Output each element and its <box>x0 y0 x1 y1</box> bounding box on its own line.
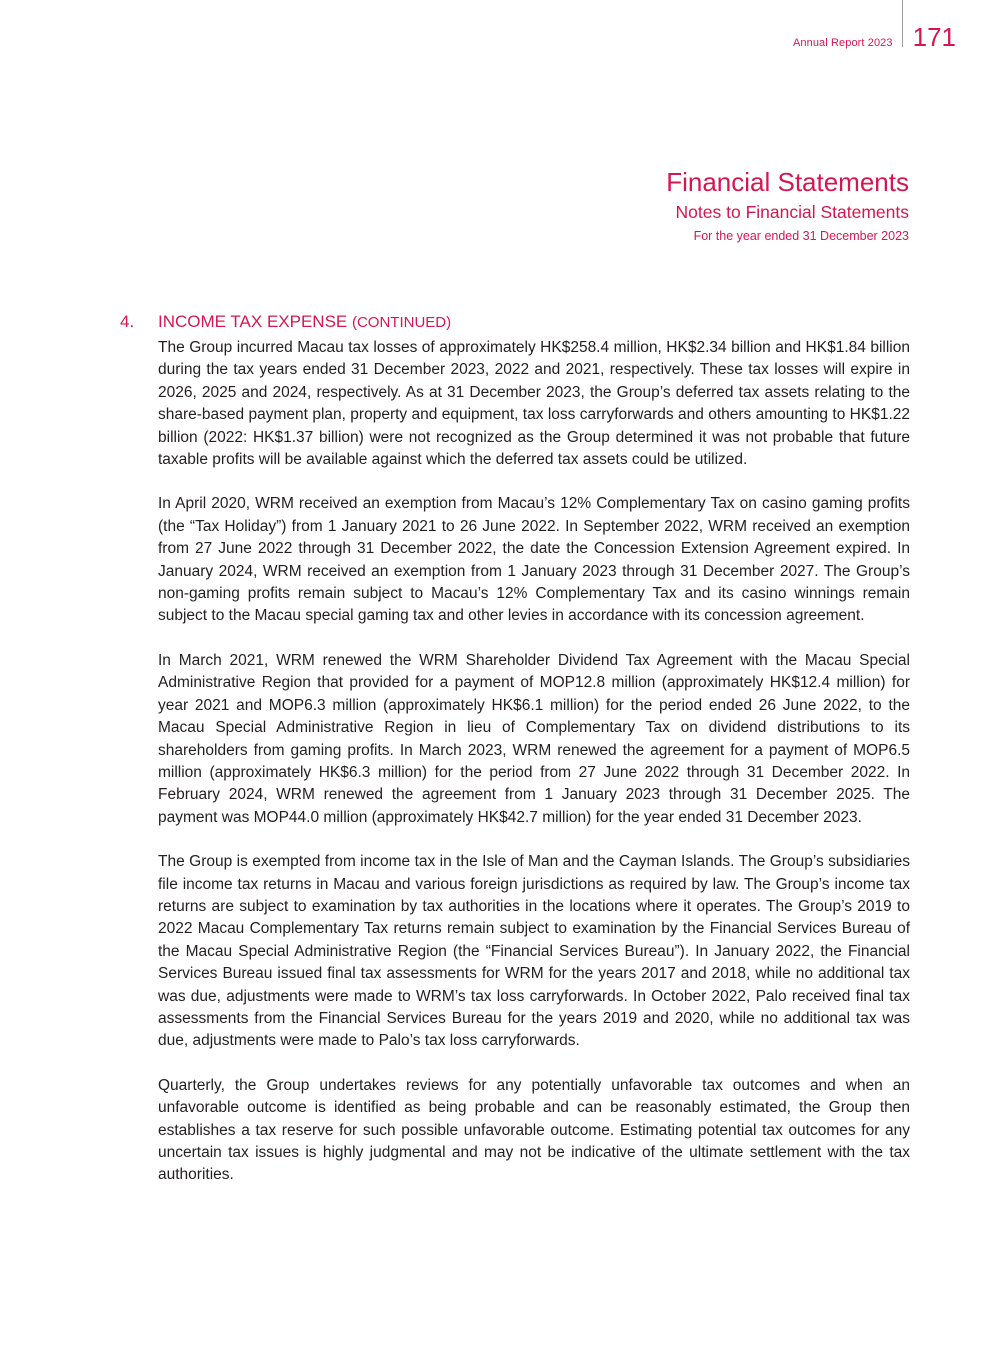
paragraph-dividend-tax-agreement: In March 2021, WRM renewed the WRM Shareholder Dividend Tax Agreement with the Macau Special Administrative Region that provided for a payment of MOP12.8 million (approximately HK$12.4 million) for year 2021 and MOP6.3 million (approximately HK$6.1 million) for the period ended 26 June 2022, to the Macau Special Administrative Region in lieu of Complementary Tax on dividend distributions to its shareholders from gaming profits. In March 2023, WRM renewed the agreement for a payment of MOP6.5 million (approximately HK$6.3 million) for the period from 27 June 2022 through 31 December 2022. In February 2024, WRM renewed the agreement from 1 January 2023 through 31 December 2025. The payment was MOP44.0 million (approximately HK$42.7 million) for the year ended 31 December 2023. <box>158 651 910 826</box>
reporting-period: For the year ended 31 December 2023 <box>693 229 909 243</box>
page-number: 171 <box>912 22 956 52</box>
page-title: Financial Statements <box>666 167 909 197</box>
running-header <box>793 0 956 50</box>
header-divider <box>902 0 903 47</box>
continued-label: (CONTINUED) <box>351 314 452 331</box>
section-heading <box>120 311 910 334</box>
section-title-text: INCOME TAX EXPENSE <box>158 312 348 331</box>
paragraph-tax-losses: The Group incurred Macau tax losses of approximately HK$258.4 million, HK$2.34 billion and HK$1.84 billion during the tax years ended 31 December 2023, 2022 and 2021, respectively. These tax losses will expire in 2026, 2025 and 2024, respectively. As at 31 December 2023, the Group’s deferred tax assets relating to the share-based payment plan, property and equipment, tax loss carryforwards and others amounting to HK$1.22 billion (2022: HK$1.37 billion) were not recognized as the Group determined it was not probable that future taxable profits will be available against which the deferred tax assets could be utilized. <box>158 339 910 469</box>
paragraph-tax-holiday: In April 2020, WRM received an exemption from Macau’s 12% Complementary Tax on casino gaming profits (the “Tax Holiday”) from 1 January 2021 to 26 June 2022. In September 2022, WRM received an exemption from 27 June 2022 through 31 December 2022, the date the Concession Extension Agreement expired. In January 2024, WRM received an exemption from 1 January 2023 through 31 December 2027. The Group’s non-gaming profits remain subject to Macau’s 12% Complementary Tax and its casino winnings remain subject to the Macau special gaming tax and other levies in accordance with its concession agreement. <box>158 495 910 625</box>
page-subtitle: Notes to Financial Statements <box>675 202 909 222</box>
paragraph-tax-examinations: The Group is exempted from income tax in the Isle of Man and the Cayman Islands. The Group’s subsidiaries file income tax returns in Macau and various foreign jurisdictions as required by law. The Group’s income tax returns are subject to examination by tax authorities in the locations where it operates. The Group’s 2019 to 2022 Macau Complementary Tax returns remain subject to examination by the Financial Services Bureau of the Macau Special Administrative Region (the “Financial Services Bureau”). In January 2022, the Financial Services Bureau issued final tax assessments for WRM for the years 2017 and 2018, while no additional tax was due, adjustments were made to WRM’s tax loss carryforwards. In October 2022, Palo received final tax assessments from the Financial Services Bureau for the years 2019 and 2020, while no additional tax was due, adjustments were made to Palo’s tax loss carryforwards. <box>158 853 910 1050</box>
income-tax-section <box>120 311 910 1209</box>
paragraph-tax-reserve: Quarterly, the Group undertakes reviews for any potentially unfavorable tax outcomes and when an unfavorable outcome is identified as being probable and can be reasonably estimated, the Group then establishes a tax reserve for such possible unfavorable outcome. Estimating potential tax outcomes for any uncertain tax issues is highly judgmental and may not be indicative of the ultimate settlement with the tax authorities. <box>158 1076 910 1184</box>
report-label: Annual Report 2023 <box>792 37 893 49</box>
section-body <box>158 337 910 1187</box>
title-block <box>666 166 909 246</box>
section-number: 4. <box>120 312 135 331</box>
section-title <box>158 311 451 334</box>
